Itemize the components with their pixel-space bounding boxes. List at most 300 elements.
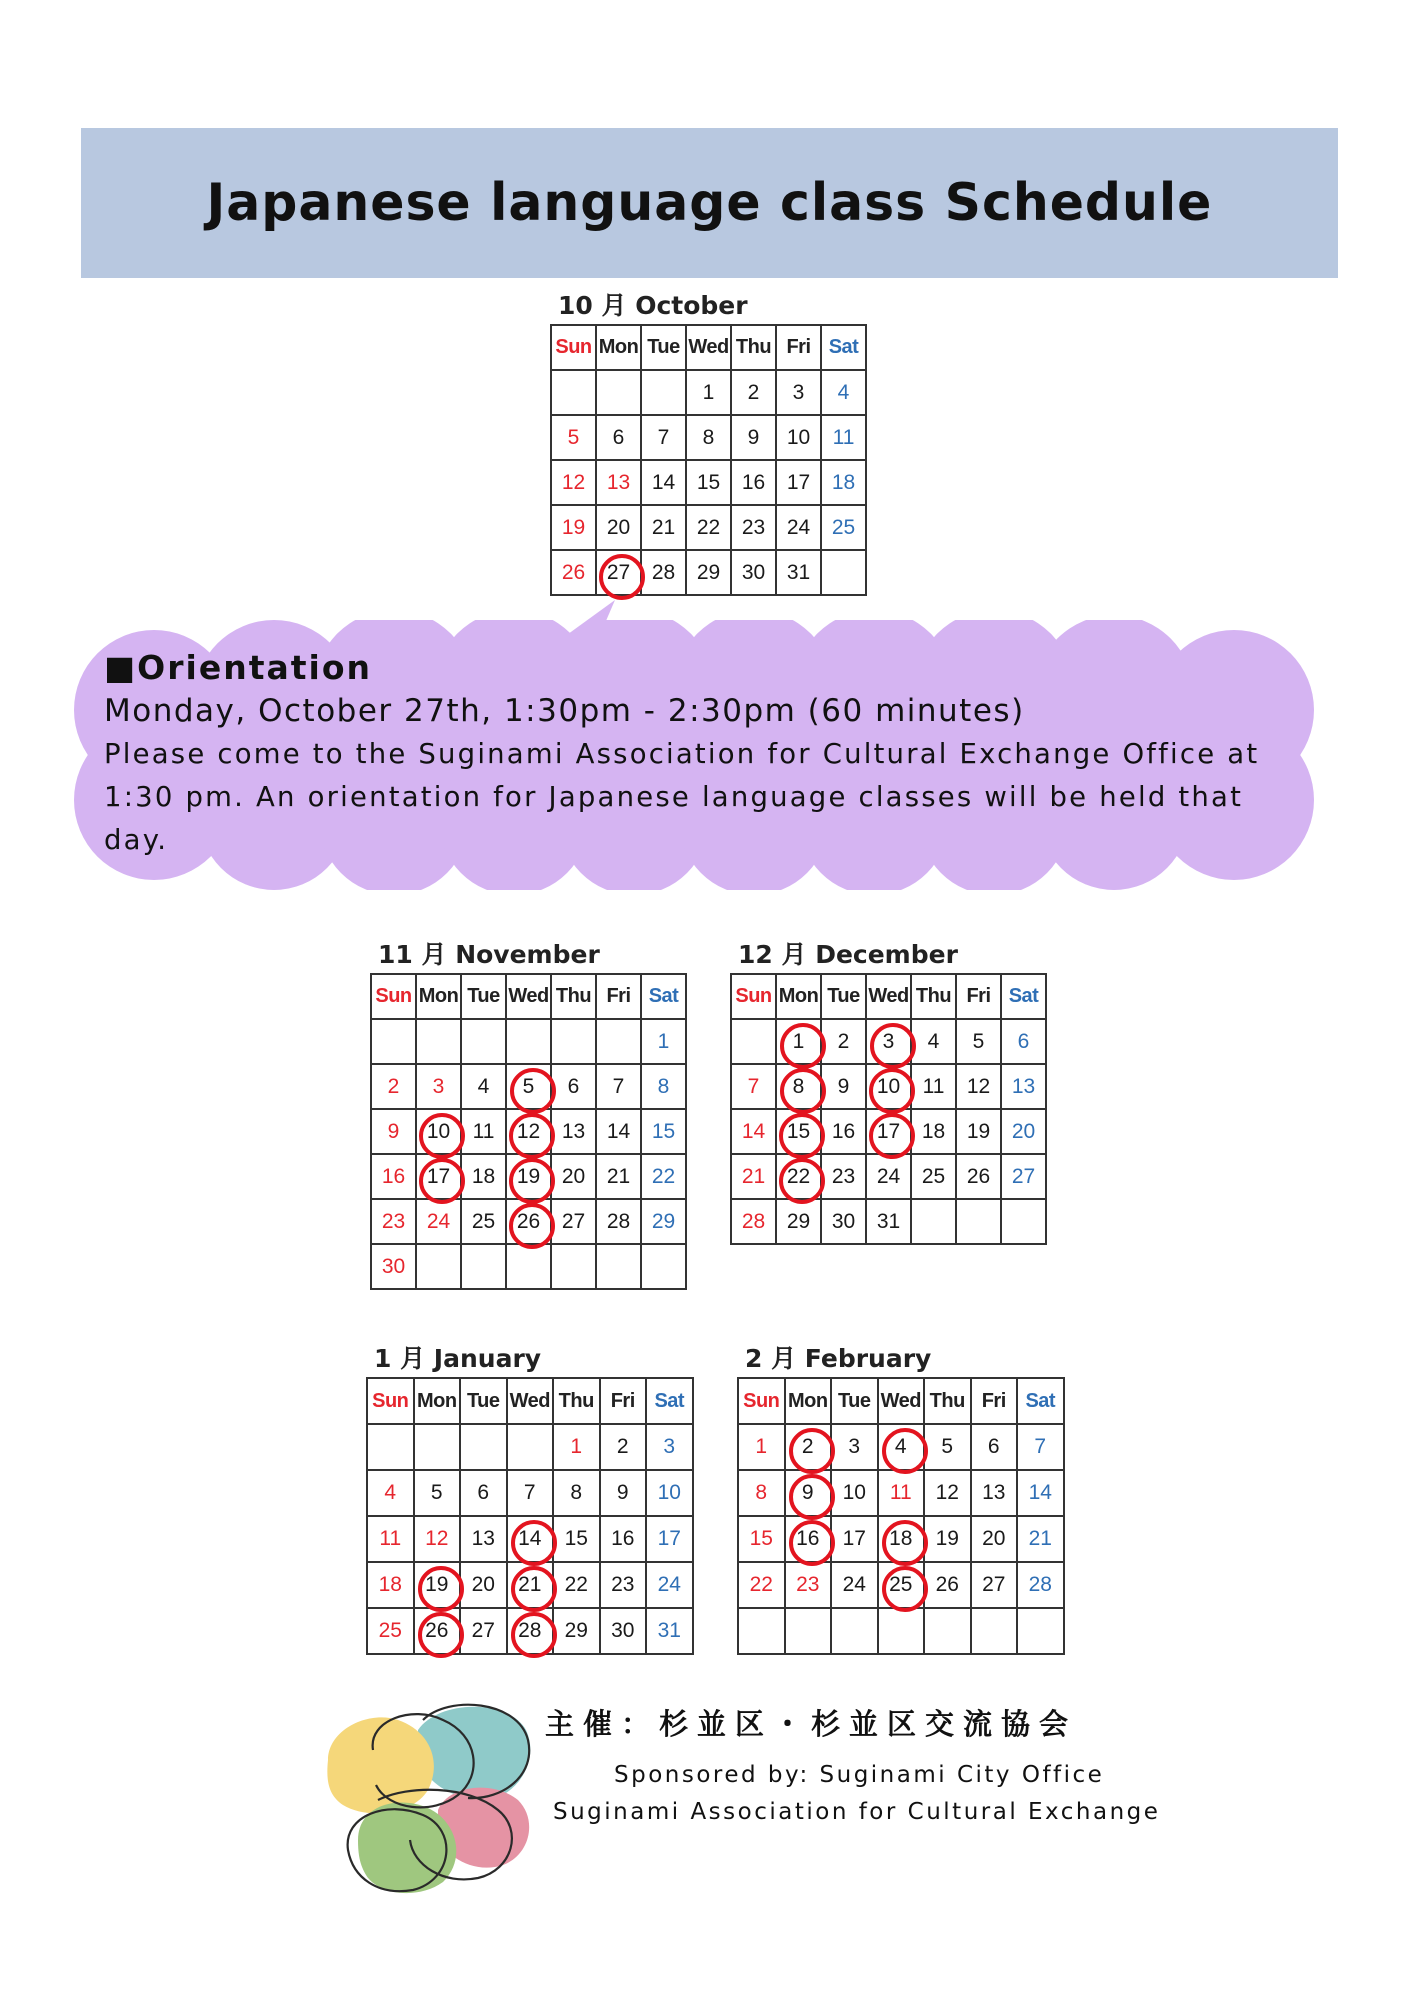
class-day-cell <box>507 1516 554 1562</box>
day-number: 18 <box>921 1119 946 1143</box>
day-cell <box>686 505 731 550</box>
day-number: 3 <box>663 1435 676 1458</box>
week-row <box>738 1470 1064 1516</box>
day-number: 2 <box>801 1435 814 1458</box>
day-cell <box>738 1562 785 1608</box>
day-cell <box>641 415 686 460</box>
day-number: 12 <box>561 470 586 494</box>
empty-day-cell <box>551 370 596 415</box>
empty-day-cell <box>971 1608 1018 1654</box>
day-cell <box>551 460 596 505</box>
week-row <box>551 550 866 595</box>
day-cell <box>971 1470 1018 1516</box>
class-day-cell <box>414 1608 461 1654</box>
calendar-grid <box>730 973 1047 1245</box>
day-number: 27 <box>561 1209 586 1233</box>
day-cell <box>416 1199 461 1244</box>
day-number: 30 <box>381 1254 406 1278</box>
day-cell <box>686 460 731 505</box>
day-cell <box>776 370 821 415</box>
day-number: 31 <box>786 560 811 584</box>
empty-day-cell <box>596 1019 641 1064</box>
empty-day-cell <box>416 1244 461 1289</box>
week-row <box>371 1154 686 1199</box>
day-cell <box>686 550 731 595</box>
weekday-tue: Tue <box>460 1378 507 1424</box>
day-number: 22 <box>749 1573 773 1596</box>
day-number: 30 <box>611 1619 635 1642</box>
day-number: 4 <box>837 380 850 404</box>
weekday-wed: Wed <box>866 974 911 1019</box>
day-number: 17 <box>426 1164 451 1188</box>
day-number: 5 <box>941 1435 954 1458</box>
day-cell <box>821 415 866 460</box>
day-number: 14 <box>1028 1481 1052 1504</box>
class-day-cell <box>416 1154 461 1199</box>
day-cell <box>551 1064 596 1109</box>
week-row <box>738 1516 1064 1562</box>
day-cell <box>1017 1562 1064 1608</box>
day-number: 18 <box>471 1164 496 1188</box>
day-cell <box>551 1154 596 1199</box>
empty-day-cell <box>738 1608 785 1654</box>
empty-day-cell <box>1001 1199 1046 1244</box>
day-cell <box>553 1562 600 1608</box>
week-row <box>371 1109 686 1154</box>
day-cell <box>866 1199 911 1244</box>
day-number: 2 <box>747 380 760 404</box>
day-cell <box>731 550 776 595</box>
week-row <box>731 1064 1046 1109</box>
class-day-cell <box>506 1154 551 1199</box>
calendar-january <box>366 1341 694 1655</box>
day-number: 15 <box>696 470 721 494</box>
day-cell <box>596 415 641 460</box>
day-number: 9 <box>616 1481 629 1504</box>
day-number: 23 <box>796 1573 820 1596</box>
class-day-cell <box>866 1064 911 1109</box>
day-number: 2 <box>616 1435 629 1458</box>
day-number: 1 <box>792 1029 805 1053</box>
day-number: 23 <box>831 1164 856 1188</box>
day-number: 8 <box>755 1481 768 1504</box>
week-row <box>551 505 866 550</box>
weekday-fri: Fri <box>600 1378 647 1424</box>
day-cell <box>821 1019 866 1064</box>
day-number: 19 <box>966 1119 991 1143</box>
day-number: 4 <box>477 1074 490 1098</box>
empty-day-cell <box>416 1019 461 1064</box>
day-number: 4 <box>384 1481 397 1504</box>
day-cell <box>738 1516 785 1562</box>
day-cell <box>367 1608 414 1654</box>
day-cell <box>596 1109 641 1154</box>
day-cell <box>911 1019 956 1064</box>
day-number: 26 <box>425 1619 449 1642</box>
day-number: 31 <box>657 1619 681 1642</box>
day-number: 17 <box>876 1119 901 1143</box>
week-row <box>551 460 866 505</box>
day-number: 20 <box>1011 1119 1036 1143</box>
weekday-header-row <box>551 325 866 370</box>
day-number: 7 <box>747 1074 760 1098</box>
weekday-mon: Mon <box>596 325 641 370</box>
day-number: 14 <box>518 1527 542 1550</box>
weekday-mon: Mon <box>414 1378 461 1424</box>
weekday-header-row <box>731 974 1046 1019</box>
day-number: 10 <box>657 1481 681 1504</box>
empty-day-cell <box>878 1608 925 1654</box>
class-day-cell <box>866 1019 911 1064</box>
day-number: 11 <box>379 1527 402 1550</box>
day-number: 4 <box>927 1029 940 1053</box>
weekday-sun: Sun <box>738 1378 785 1424</box>
day-number: 28 <box>518 1619 542 1642</box>
empty-day-cell <box>414 1424 461 1470</box>
day-cell <box>776 415 821 460</box>
day-number: 11 <box>832 425 855 449</box>
day-cell <box>1001 1019 1046 1064</box>
day-number: 20 <box>471 1573 495 1596</box>
day-cell <box>414 1516 461 1562</box>
day-number: 4 <box>894 1435 907 1458</box>
day-cell <box>821 505 866 550</box>
day-number: 17 <box>842 1527 866 1550</box>
day-cell <box>641 1109 686 1154</box>
day-cell <box>600 1516 647 1562</box>
day-number: 6 <box>612 425 625 449</box>
day-number: 14 <box>606 1119 631 1143</box>
day-number: 20 <box>606 515 631 539</box>
weekday-header-row <box>371 974 686 1019</box>
empty-day-cell <box>506 1019 551 1064</box>
day-cell <box>924 1424 971 1470</box>
day-cell <box>646 1516 693 1562</box>
empty-day-cell <box>371 1019 416 1064</box>
day-number: 27 <box>982 1573 1006 1596</box>
day-cell <box>731 505 776 550</box>
day-number: 29 <box>564 1619 588 1642</box>
weekday-sun: Sun <box>731 974 776 1019</box>
week-row <box>738 1562 1064 1608</box>
day-number: 5 <box>567 425 580 449</box>
day-number: 24 <box>876 1164 901 1188</box>
class-day-cell <box>776 1154 821 1199</box>
empty-day-cell <box>551 1019 596 1064</box>
day-number: 20 <box>982 1527 1006 1550</box>
day-cell <box>646 1562 693 1608</box>
week-row <box>371 1244 686 1289</box>
orientation-body: Please come to the Suginami Association for Cultural Exchange Office at 1:30 pm. An orientation for Japanese language classes will be held that day. <box>104 738 1260 856</box>
day-number: 25 <box>921 1164 946 1188</box>
day-cell <box>831 1516 878 1562</box>
week-row <box>371 1199 686 1244</box>
day-number: 19 <box>561 515 586 539</box>
day-cell <box>956 1019 1001 1064</box>
day-number: 31 <box>876 1209 901 1233</box>
calendar-grid <box>370 973 687 1290</box>
day-number: 24 <box>786 515 811 539</box>
day-cell <box>641 550 686 595</box>
day-cell <box>1001 1154 1046 1199</box>
day-cell <box>924 1562 971 1608</box>
day-number: 17 <box>786 470 811 494</box>
day-number: 19 <box>516 1164 541 1188</box>
day-number: 16 <box>796 1527 820 1550</box>
day-number: 9 <box>387 1119 400 1143</box>
day-cell <box>686 370 731 415</box>
day-cell <box>641 1064 686 1109</box>
class-day-cell <box>506 1199 551 1244</box>
day-cell <box>831 1470 878 1516</box>
day-cell <box>731 1064 776 1109</box>
weekday-sat: Sat <box>646 1378 693 1424</box>
class-day-cell <box>506 1109 551 1154</box>
day-number: 13 <box>561 1119 586 1143</box>
day-cell <box>461 1109 506 1154</box>
class-day-cell <box>507 1562 554 1608</box>
day-number: 26 <box>966 1164 991 1188</box>
day-number: 15 <box>749 1527 773 1550</box>
day-number: 3 <box>848 1435 861 1458</box>
day-cell <box>971 1516 1018 1562</box>
day-cell <box>553 1516 600 1562</box>
day-cell <box>911 1109 956 1154</box>
day-number: 28 <box>651 560 676 584</box>
weekday-sat: Sat <box>1017 1378 1064 1424</box>
class-day-cell <box>878 1562 925 1608</box>
day-number: 16 <box>741 470 766 494</box>
day-number: 11 <box>889 1481 912 1504</box>
month-label: 11 月 November <box>378 940 600 969</box>
day-cell <box>1017 1516 1064 1562</box>
day-cell <box>416 1064 461 1109</box>
day-cell <box>776 460 821 505</box>
day-number: 28 <box>741 1209 766 1233</box>
day-cell <box>831 1424 878 1470</box>
weekday-sun: Sun <box>551 325 596 370</box>
day-number: 12 <box>966 1074 991 1098</box>
weekday-sat: Sat <box>821 325 866 370</box>
day-number: 20 <box>561 1164 586 1188</box>
orientation-heading: ■Orientation <box>104 648 372 687</box>
empty-day-cell <box>1017 1608 1064 1654</box>
day-number: 21 <box>1028 1527 1052 1550</box>
day-number: 8 <box>570 1481 583 1504</box>
day-cell <box>507 1470 554 1516</box>
day-cell <box>641 505 686 550</box>
weekday-fri: Fri <box>776 325 821 370</box>
day-number: 7 <box>523 1481 536 1504</box>
day-number: 2 <box>387 1074 400 1098</box>
day-number: 30 <box>831 1209 856 1233</box>
weekday-fri: Fri <box>596 974 641 1019</box>
day-cell <box>641 460 686 505</box>
day-cell <box>646 1470 693 1516</box>
empty-day-cell <box>641 370 686 415</box>
day-cell <box>553 1424 600 1470</box>
day-number: 2 <box>837 1029 850 1053</box>
day-cell <box>1001 1109 1046 1154</box>
day-cell <box>461 1064 506 1109</box>
week-row <box>738 1424 1064 1470</box>
day-cell <box>367 1562 414 1608</box>
day-cell <box>646 1608 693 1654</box>
day-number: 25 <box>471 1209 496 1233</box>
week-row <box>367 1424 693 1470</box>
day-cell <box>600 1470 647 1516</box>
month-label: 12 月 December <box>738 940 958 969</box>
day-number: 3 <box>882 1029 895 1053</box>
day-number: 16 <box>611 1527 635 1550</box>
day-number: 23 <box>611 1573 635 1596</box>
empty-day-cell <box>911 1199 956 1244</box>
week-row <box>551 415 866 460</box>
day-cell <box>821 1064 866 1109</box>
month-label: 2 月 February <box>745 1344 932 1373</box>
week-row <box>738 1608 1064 1654</box>
class-day-cell <box>785 1424 832 1470</box>
day-number: 25 <box>378 1619 402 1642</box>
day-cell <box>686 415 731 460</box>
weekday-tue: Tue <box>461 974 506 1019</box>
day-number: 30 <box>741 560 766 584</box>
day-cell <box>551 415 596 460</box>
day-number: 10 <box>426 1119 451 1143</box>
day-number: 14 <box>651 470 676 494</box>
class-day-cell <box>776 1064 821 1109</box>
class-day-cell <box>878 1516 925 1562</box>
month-label: 10 月 October <box>558 291 748 320</box>
empty-day-cell <box>831 1608 878 1654</box>
day-number: 29 <box>696 560 721 584</box>
week-row <box>731 1154 1046 1199</box>
calendar-november <box>370 937 687 1290</box>
day-number: 1 <box>755 1435 768 1458</box>
calendar-october <box>550 288 867 596</box>
day-cell <box>731 1199 776 1244</box>
empty-day-cell <box>641 1244 686 1289</box>
day-cell <box>461 1154 506 1199</box>
day-cell <box>551 505 596 550</box>
day-cell <box>371 1244 416 1289</box>
empty-day-cell <box>924 1608 971 1654</box>
class-day-cell <box>866 1109 911 1154</box>
calendar-grid <box>366 1377 694 1655</box>
day-number: 15 <box>786 1119 811 1143</box>
week-row <box>367 1562 693 1608</box>
week-row <box>731 1109 1046 1154</box>
week-row <box>367 1516 693 1562</box>
day-cell <box>551 550 596 595</box>
day-number: 13 <box>982 1481 1006 1504</box>
day-number: 6 <box>477 1481 490 1504</box>
week-row <box>551 370 866 415</box>
day-number: 23 <box>381 1209 406 1233</box>
day-number: 27 <box>471 1619 495 1642</box>
day-number: 16 <box>831 1119 856 1143</box>
day-cell <box>553 1470 600 1516</box>
day-number: 8 <box>702 425 715 449</box>
empty-day-cell <box>461 1244 506 1289</box>
day-cell <box>367 1516 414 1562</box>
day-number: 15 <box>651 1119 676 1143</box>
day-cell <box>460 1470 507 1516</box>
day-number: 1 <box>657 1029 670 1053</box>
day-cell <box>776 550 821 595</box>
day-number: 26 <box>935 1573 959 1596</box>
day-cell <box>551 1109 596 1154</box>
empty-day-cell <box>731 1019 776 1064</box>
day-number: 6 <box>567 1074 580 1098</box>
day-cell <box>911 1064 956 1109</box>
day-cell <box>371 1109 416 1154</box>
day-cell <box>551 1199 596 1244</box>
day-number: 7 <box>612 1074 625 1098</box>
day-number: 14 <box>741 1119 766 1143</box>
association-logo <box>318 1690 540 1896</box>
day-cell <box>831 1562 878 1608</box>
day-number: 8 <box>792 1074 805 1098</box>
class-day-cell <box>785 1516 832 1562</box>
day-cell <box>956 1064 1001 1109</box>
day-number: 9 <box>801 1481 814 1504</box>
day-number: 6 <box>987 1435 1000 1458</box>
day-number: 3 <box>432 1074 445 1098</box>
orientation-time: Monday, October 27th, 1:30pm - 2:30pm (60 minutes) <box>104 693 1025 729</box>
day-number: 22 <box>786 1164 811 1188</box>
day-number: 26 <box>516 1209 541 1233</box>
class-day-cell <box>506 1064 551 1109</box>
day-cell <box>785 1562 832 1608</box>
page-title: Japanese language class Schedule <box>206 173 1213 233</box>
weekday-wed: Wed <box>878 1378 925 1424</box>
day-number: 27 <box>606 560 631 584</box>
weekday-thu: Thu <box>551 974 596 1019</box>
class-day-cell <box>416 1109 461 1154</box>
week-row <box>367 1470 693 1516</box>
day-number: 12 <box>516 1119 541 1143</box>
weekday-fri: Fri <box>971 1378 1018 1424</box>
weekday-sun: Sun <box>371 974 416 1019</box>
day-cell <box>641 1019 686 1064</box>
weekday-thu: Thu <box>731 325 776 370</box>
week-row <box>367 1608 693 1654</box>
day-cell <box>460 1608 507 1654</box>
day-number: 12 <box>425 1527 449 1550</box>
weekday-tue: Tue <box>821 974 866 1019</box>
day-number: 28 <box>606 1209 631 1233</box>
day-cell <box>731 415 776 460</box>
day-number: 13 <box>471 1527 495 1550</box>
week-row <box>731 1199 1046 1244</box>
class-day-cell <box>776 1109 821 1154</box>
weekday-header-row <box>367 1378 693 1424</box>
day-number: 18 <box>378 1573 402 1596</box>
month-label: 1 月 January <box>374 1344 542 1373</box>
empty-day-cell <box>460 1424 507 1470</box>
day-cell <box>600 1424 647 1470</box>
day-cell <box>461 1199 506 1244</box>
day-number: 19 <box>935 1527 959 1550</box>
day-number: 7 <box>1034 1435 1047 1458</box>
day-number: 3 <box>792 380 805 404</box>
day-cell <box>600 1608 647 1654</box>
day-number: 17 <box>657 1527 681 1550</box>
weekday-thu: Thu <box>911 974 956 1019</box>
day-number: 21 <box>651 515 676 539</box>
empty-day-cell <box>821 550 866 595</box>
